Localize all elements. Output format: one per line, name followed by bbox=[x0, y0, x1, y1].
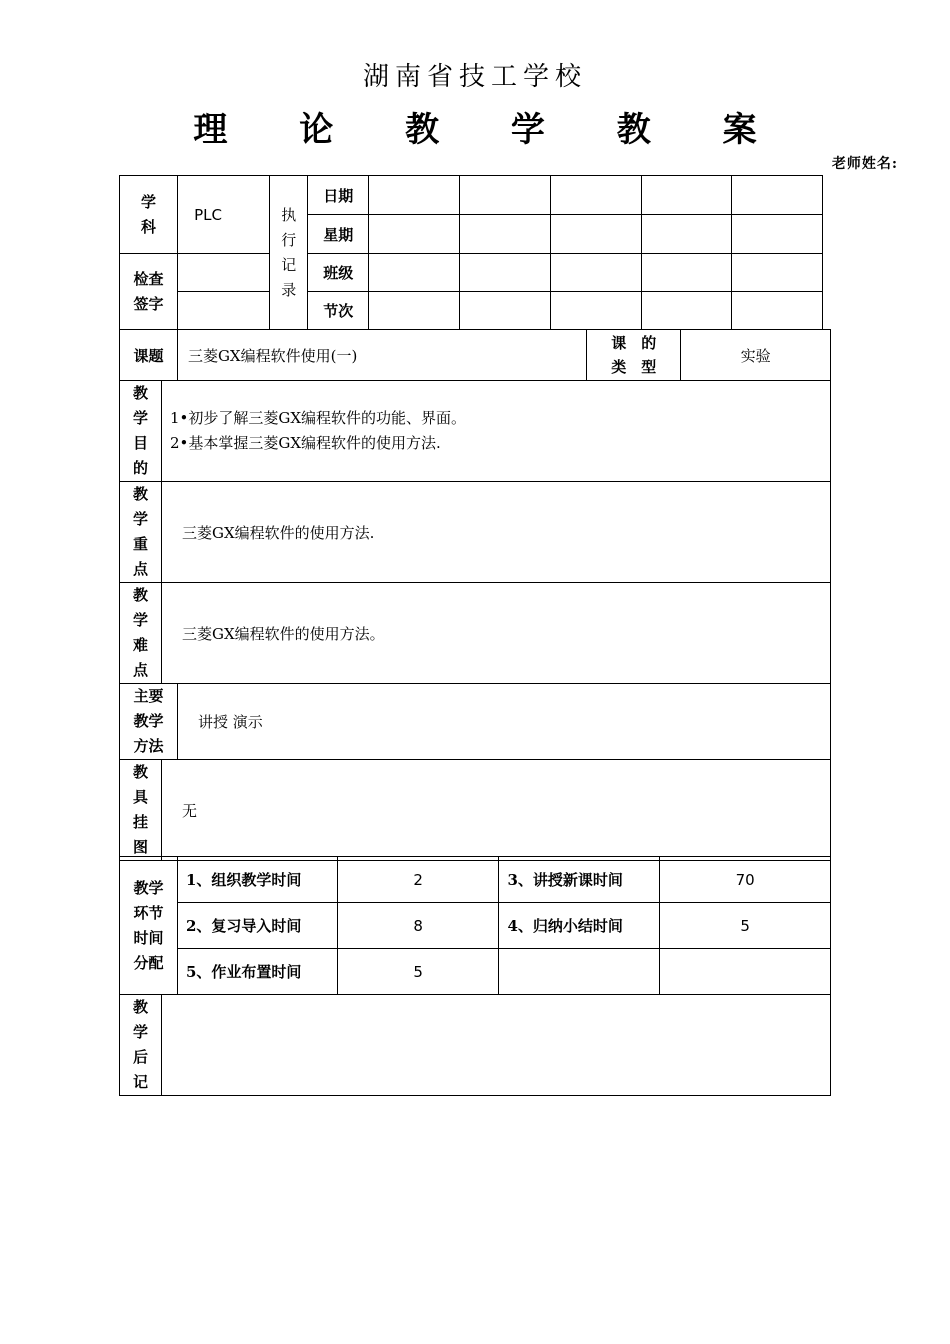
objective-item: 2•基本掌握三菱GX编程软件的使用方法. bbox=[169, 434, 441, 452]
time-item-label: 5、作业布置时间 bbox=[177, 949, 337, 995]
time-allocation-table bbox=[119, 856, 831, 995]
objective-item: 1•初步了解三菱GX编程软件的功能、界面。 bbox=[169, 409, 467, 427]
lesson-type-label: 课 的 类 型 bbox=[587, 330, 681, 381]
postscript-table bbox=[119, 994, 831, 1096]
objective-label: 教学目的 bbox=[120, 381, 162, 482]
difficulty-label: 教学难点 bbox=[120, 583, 162, 684]
subject-label: 学科 bbox=[120, 176, 178, 254]
cell bbox=[641, 176, 731, 215]
document-title: 理 论 教 学 教 案 bbox=[193, 110, 787, 150]
cell bbox=[731, 215, 822, 254]
cell bbox=[641, 215, 731, 254]
time-item-value: 8 bbox=[337, 903, 499, 949]
time-item-label: 3、讲授新课时间 bbox=[499, 857, 660, 903]
row-label-class: 班级 bbox=[308, 254, 369, 292]
difficulty-content: 三菱GX编程软件的使用方法。 bbox=[161, 583, 830, 684]
method-label: 主要教学方法 bbox=[120, 684, 178, 760]
cell bbox=[460, 292, 550, 330]
postscript-label: 教学后记 bbox=[120, 995, 162, 1096]
teacher-name-label: 老师姓名: bbox=[831, 156, 898, 172]
time-item-value: 5 bbox=[337, 949, 499, 995]
cell bbox=[550, 254, 641, 292]
time-item-label: 4、归纳小结时间 bbox=[499, 903, 660, 949]
cell bbox=[178, 292, 270, 330]
execution-record-table bbox=[119, 175, 823, 330]
key-point-content: 三菱GX编程软件的使用方法. bbox=[161, 482, 830, 583]
objective-content bbox=[161, 381, 830, 482]
lesson-detail-table bbox=[119, 329, 831, 861]
aids-label: 教具挂图 bbox=[120, 760, 162, 861]
cell bbox=[550, 176, 641, 215]
cell bbox=[550, 292, 641, 330]
check-signature-label: 检查签字 bbox=[120, 254, 178, 330]
cell bbox=[641, 254, 731, 292]
time-item-value: 5 bbox=[660, 903, 831, 949]
cell bbox=[369, 292, 460, 330]
cell bbox=[641, 292, 731, 330]
row-label-date: 日期 bbox=[308, 176, 369, 215]
subject-value: PLC bbox=[178, 176, 270, 254]
time-item-value: 70 bbox=[660, 857, 831, 903]
cell bbox=[460, 215, 550, 254]
time-item-value: 2 bbox=[337, 857, 499, 903]
cell bbox=[369, 176, 460, 215]
cell bbox=[369, 215, 460, 254]
cell bbox=[550, 215, 641, 254]
cell bbox=[731, 176, 822, 215]
time-item-label: 2、复习导入时间 bbox=[177, 903, 337, 949]
row-label-period: 节次 bbox=[308, 292, 369, 330]
time-allocation-label: 教学环节时间分配 bbox=[120, 857, 178, 995]
cell bbox=[369, 254, 460, 292]
key-point-label: 教学重点 bbox=[120, 482, 162, 583]
cell bbox=[731, 292, 822, 330]
school-name: 湖南省技工学校 bbox=[362, 62, 587, 92]
method-content: 讲授 演示 bbox=[177, 684, 830, 760]
cell bbox=[460, 254, 550, 292]
execution-record-label: 执行记录 bbox=[270, 176, 308, 330]
cell bbox=[178, 254, 270, 292]
postscript-content bbox=[161, 995, 830, 1096]
topic-value: 三菱GX编程软件使用(一) bbox=[177, 330, 586, 381]
topic-label: 课题 bbox=[120, 330, 178, 381]
row-label-weekday: 星期 bbox=[308, 215, 369, 254]
time-item-label: 1、组织教学时间 bbox=[177, 857, 337, 903]
cell bbox=[460, 176, 550, 215]
lesson-type-value: 实验 bbox=[681, 330, 831, 381]
aids-content: 无 bbox=[161, 760, 830, 861]
cell bbox=[499, 949, 660, 995]
cell bbox=[660, 949, 831, 995]
cell bbox=[731, 254, 822, 292]
